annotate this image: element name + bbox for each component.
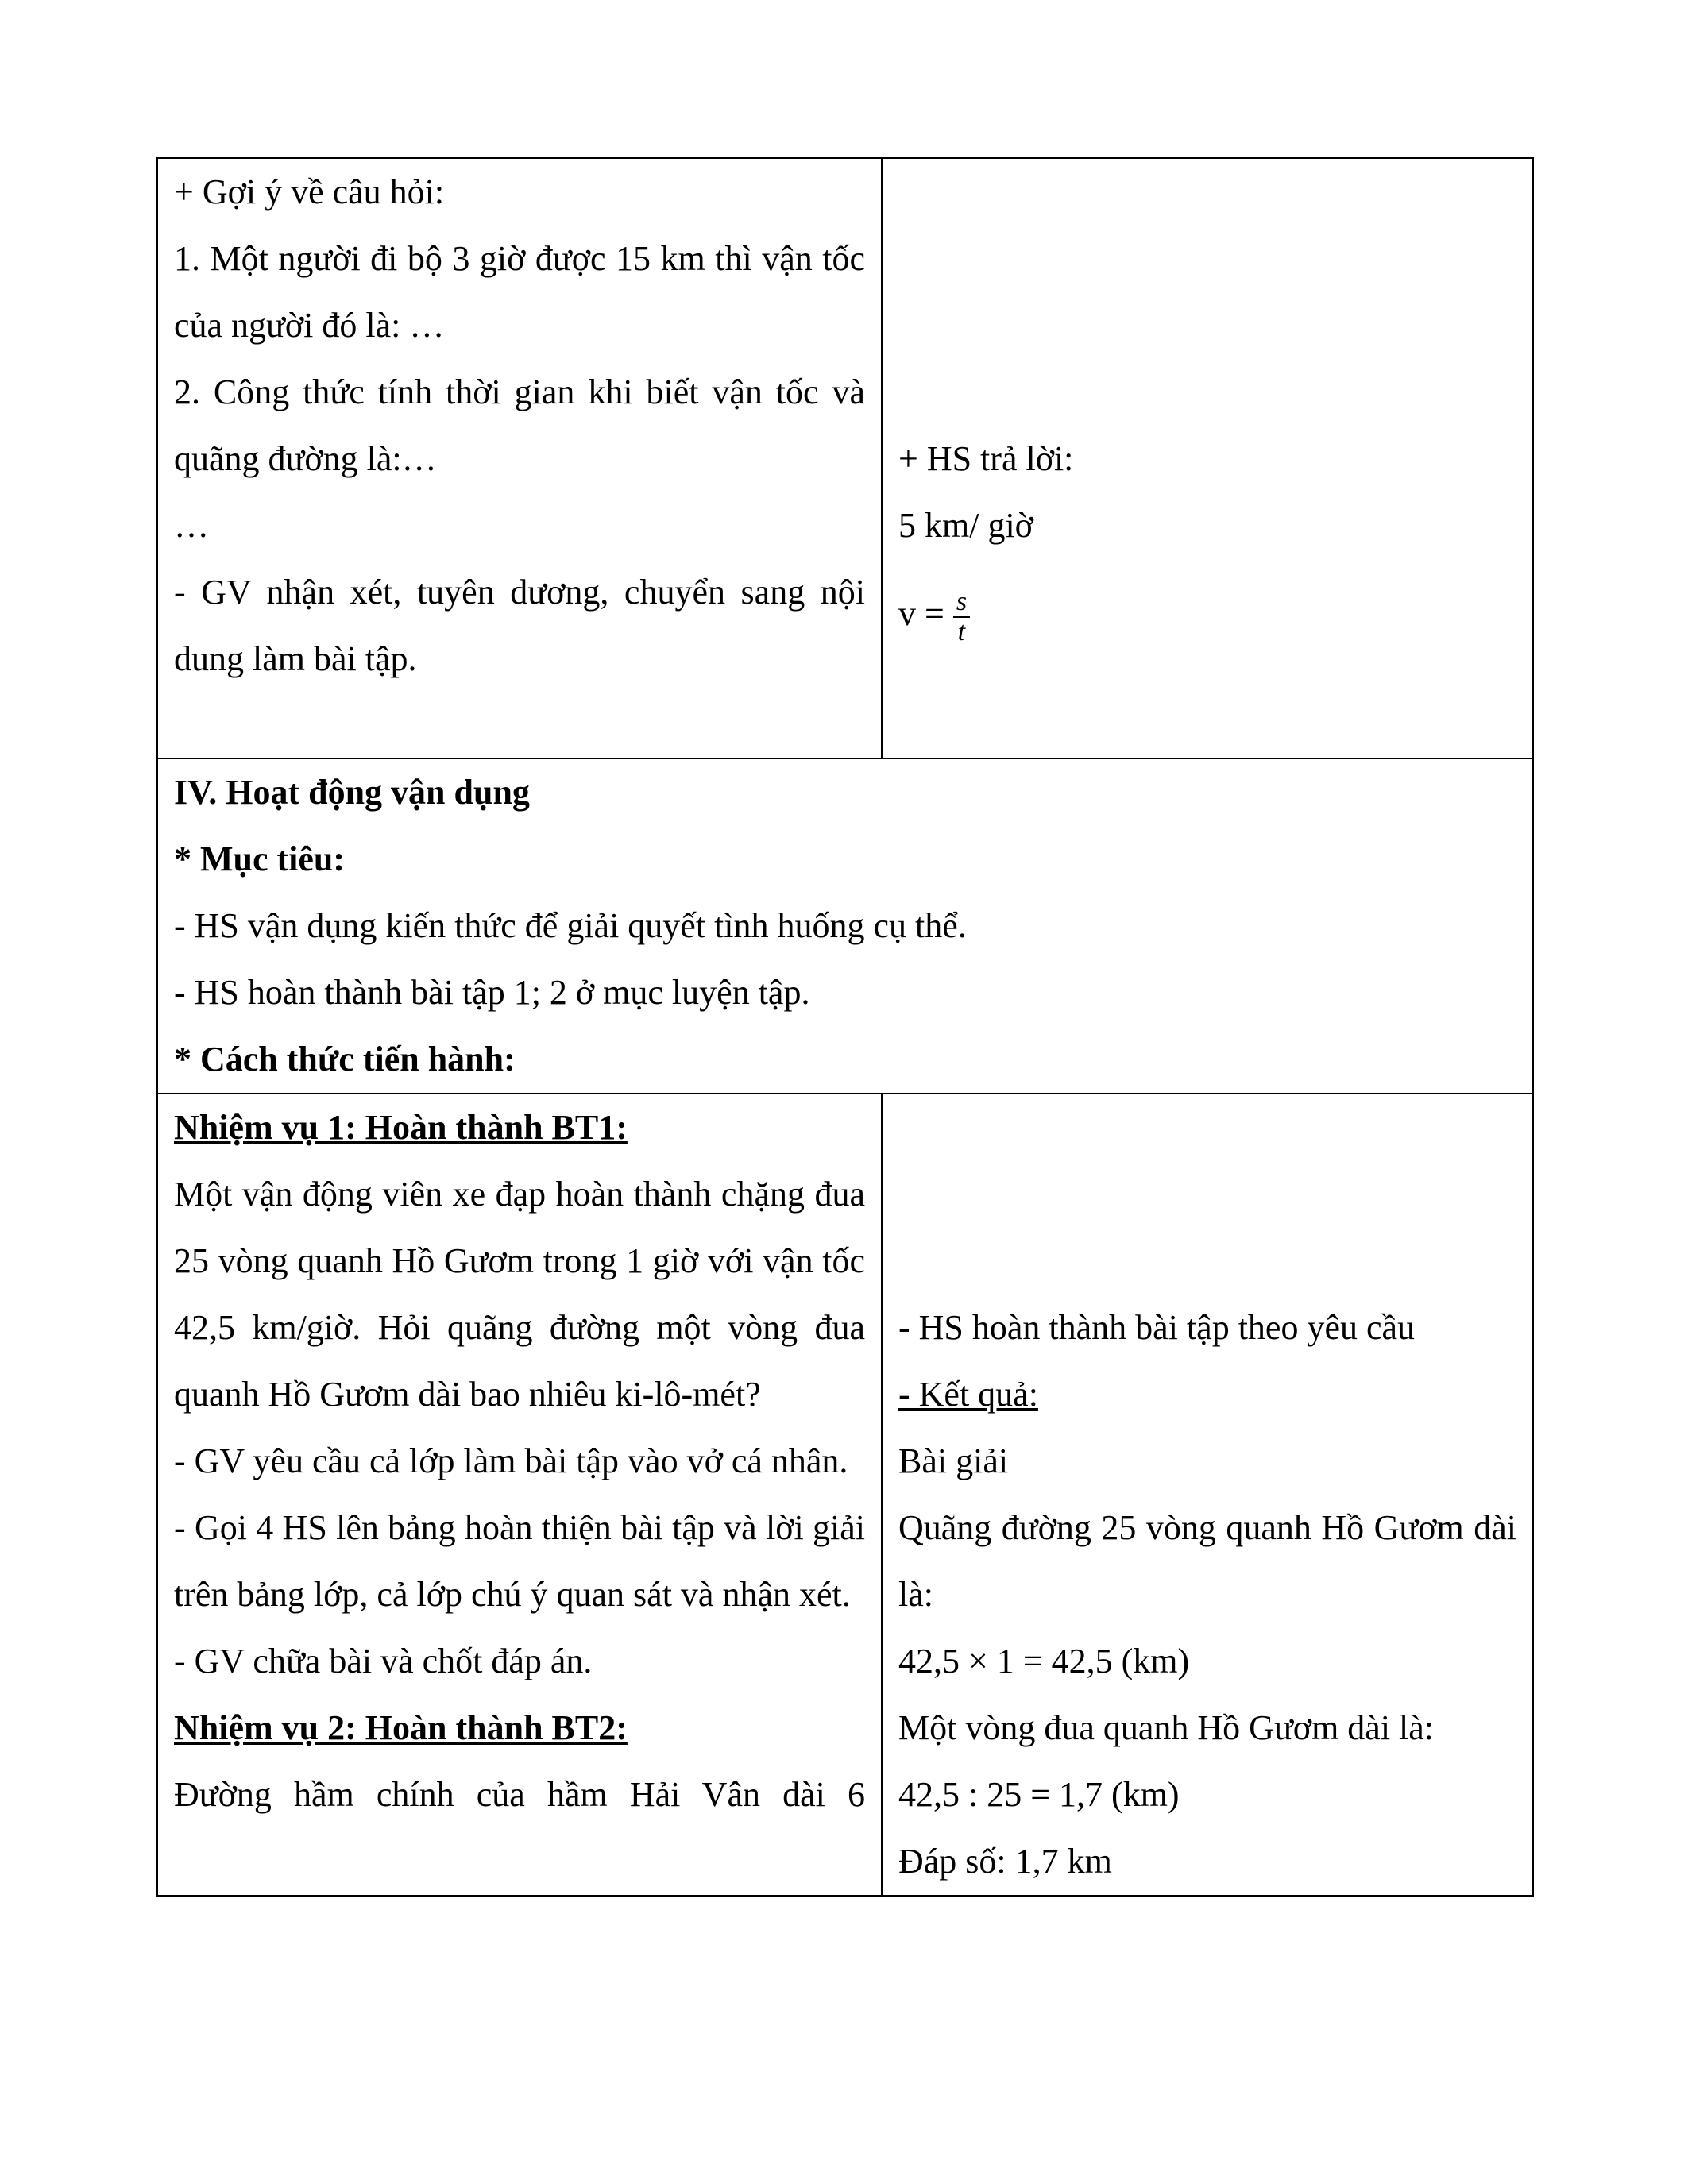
answer-1: 5 km/ giờ: [898, 506, 1033, 545]
method-label: * Cách thức tiến hành:: [174, 1040, 516, 1078]
answer-title: + HS trả lời:: [898, 439, 1074, 478]
hint-question-1: 1. Một người đi bộ 3 giờ được 15 km thì vận tốc của người đó là: …: [174, 239, 865, 345]
task-1-title: Nhiệm vụ 1: Hoàn thành BT1:: [174, 1108, 628, 1147]
table-row-tasks: [157, 1094, 1533, 1896]
hints-cell: [157, 158, 882, 758]
fraction-denominator: t: [957, 616, 966, 646]
hint-question-2: 2. Công thức tính thời gian khi biết vận tốc và quãng đường là:…: [174, 372, 865, 478]
solution-cell: [882, 1094, 1533, 1896]
final-answer: Đáp số: 1,7 km: [898, 1842, 1112, 1881]
section-iv-cell: [157, 758, 1533, 1094]
table-row-section-iv: [157, 758, 1533, 1094]
teacher-step-2: - Gọi 4 HS lên bảng hoàn thiện bài tập và lời giải trên bảng lớp, cả lớp chú ý quan sát và nhận xét.: [174, 1508, 865, 1614]
section-title: IV. Hoạt động vận dụng: [174, 773, 530, 812]
hint-ellipsis: …: [174, 506, 209, 545]
result-label: - Kết quả:: [898, 1375, 1038, 1414]
teacher-note: - GV nhận xét, tuyên dương, chuyển sang nội dung làm bài tập.: [174, 573, 865, 678]
task-2-text: Đường hầm chính của hầm Hải Vân dài 6: [174, 1775, 865, 1814]
goal-2: - HS hoàn thành bài tập 1; 2 ở mục luyện tập.: [174, 973, 810, 1012]
formula-lhs: v =: [898, 594, 944, 633]
solution-calc-1: 42,5 × 1 = 42,5 (km): [898, 1642, 1190, 1680]
lesson-plan-table: [156, 157, 1534, 1897]
goal-label: * Mục tiêu:: [174, 839, 346, 878]
tasks-cell: [157, 1094, 882, 1896]
solution-calc-2: 42,5 : 25 = 1,7 (km): [898, 1775, 1180, 1814]
task-2-title: Nhiệm vụ 2: Hoàn thành BT2:: [174, 1708, 628, 1747]
fraction-numerator: s: [953, 588, 970, 618]
teacher-step-1: - GV yêu cầu cả lớp làm bài tập vào vở cá nhân.: [174, 1441, 848, 1480]
solution-title: Bài giải: [898, 1441, 1009, 1480]
solution-line-2: Một vòng đua quanh Hồ Gươm dài là:: [898, 1708, 1435, 1747]
teacher-step-3: - GV chữa bài và chốt đáp án.: [174, 1642, 593, 1680]
hint-title: + Gợi ý về câu hỏi:: [174, 172, 445, 211]
solution-line-1: Quãng đường 25 vòng quanh Hồ Gươm dài là:: [898, 1508, 1516, 1614]
velocity-formula: [898, 578, 1516, 650]
task-1-text: Một vận động viên xe đạp hoàn thành chặng đua 25 vòng quanh Hồ Gươm trong 1 giờ với vận tốc 42,5 km/giờ. Hỏi quãng đường một vòng đua quanh Hồ Gươm dài bao nhiêu ki-lô-mét?: [174, 1175, 865, 1414]
student-answers-cell: [882, 158, 1533, 758]
student-task: - HS hoàn thành bài tập theo yêu cầu: [898, 1308, 1416, 1347]
fraction: [953, 588, 970, 646]
table-row-hints: [157, 158, 1533, 758]
goal-1: - HS vận dụng kiến thức để giải quyết tình huống cụ thể.: [174, 906, 967, 945]
